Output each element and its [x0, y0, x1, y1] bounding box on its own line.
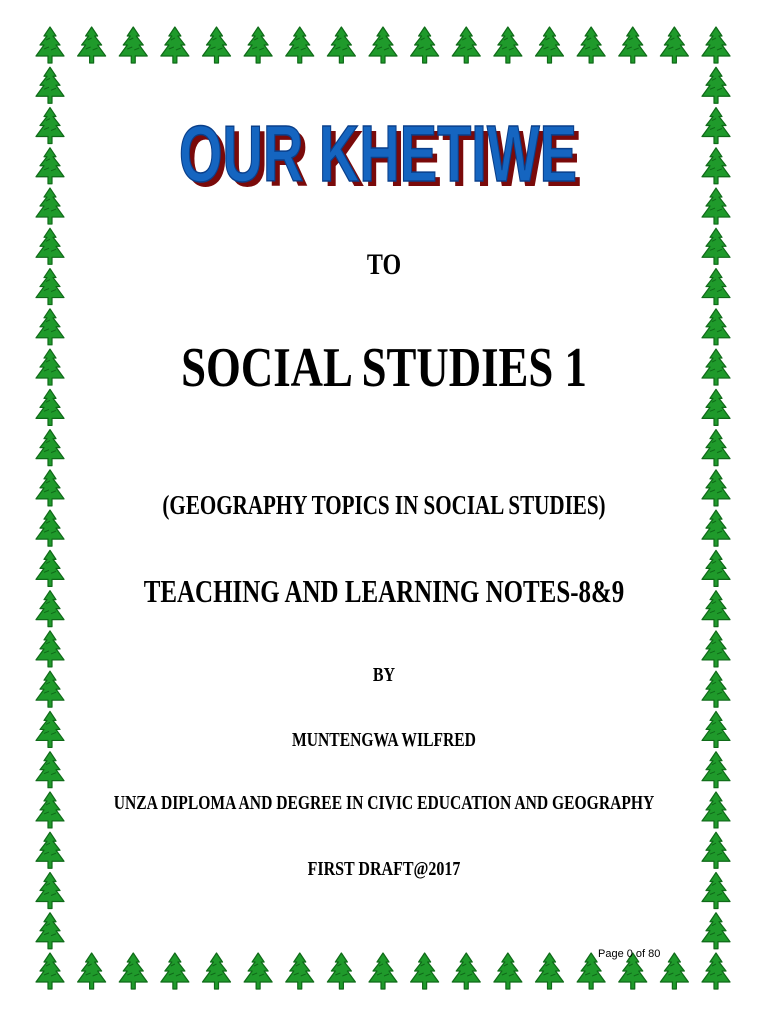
- pine-tree-icon: [36, 27, 64, 63]
- pine-tree-icon: [327, 953, 355, 989]
- pine-tree-icon: [244, 953, 272, 989]
- pine-tree-icon: [411, 953, 439, 989]
- draft-label: FIRST DRAFT@2017: [307, 858, 461, 880]
- pine-tree-icon: [36, 792, 64, 828]
- pine-tree-icon: [244, 27, 272, 63]
- pine-tree-icon: [327, 27, 355, 63]
- pine-tree-icon: [36, 67, 64, 103]
- pine-tree-icon: [702, 27, 730, 63]
- pine-tree-icon: [36, 269, 64, 305]
- pine-tree-icon: [36, 470, 64, 506]
- notes-heading: TEACHING AND LEARNING NOTES-8&9: [143, 573, 625, 609]
- pine-tree-icon: [702, 269, 730, 305]
- pine-tree-icon: [119, 953, 147, 989]
- pine-tree-icon: [702, 389, 730, 425]
- pine-tree-icon: [702, 67, 730, 103]
- subject-heading: SOCIAL STUDIES 1: [181, 337, 587, 399]
- pine-tree-icon: [494, 953, 522, 989]
- pine-tree-icon: [36, 550, 64, 586]
- pine-tree-icon: [161, 27, 189, 63]
- pine-tree-icon: [702, 591, 730, 627]
- pine-tree-icon: [702, 148, 730, 184]
- pine-tree-icon: [702, 228, 730, 264]
- pine-tree-icon: [702, 470, 730, 506]
- pine-tree-icon: [702, 792, 730, 828]
- pine-tree-icon: [78, 953, 106, 989]
- pine-tree-icon: [161, 953, 189, 989]
- page-number: Page 0 of 80: [598, 948, 661, 960]
- wordart-shadow: OUR KHETIWE: [184, 114, 582, 203]
- pine-tree-icon: [702, 953, 730, 989]
- pine-tree-icon: [660, 27, 688, 63]
- pine-tree-icon: [702, 752, 730, 788]
- pine-tree-icon: [452, 27, 480, 63]
- pine-tree-icon: [702, 510, 730, 546]
- pine-tree-icon: [36, 832, 64, 868]
- pine-tree-icon: [702, 832, 730, 868]
- pine-tree-icon: [702, 872, 730, 908]
- pine-tree-icon: [78, 27, 106, 63]
- pine-tree-icon: [36, 510, 64, 546]
- pine-tree-icon: [286, 27, 314, 63]
- pine-tree-icon: [702, 309, 730, 345]
- pine-tree-icon: [369, 27, 397, 63]
- pine-tree-icon: [411, 27, 439, 63]
- pine-tree-icon: [536, 27, 564, 63]
- pine-tree-icon: [36, 108, 64, 144]
- pine-tree-icon: [702, 430, 730, 466]
- pine-tree-icon: [36, 591, 64, 627]
- pine-tree-icon: [203, 953, 231, 989]
- to-text: TO: [366, 248, 402, 281]
- pine-tree-icon: [702, 550, 730, 586]
- pine-tree-icon: [36, 389, 64, 425]
- pine-tree-icon: [286, 953, 314, 989]
- pine-tree-icon: [577, 27, 605, 63]
- pine-tree-icon: [36, 430, 64, 466]
- pine-tree-icon: [369, 953, 397, 989]
- pine-tree-icon: [702, 671, 730, 707]
- pine-tree-icon: [36, 872, 64, 908]
- pine-tree-icon: [36, 752, 64, 788]
- pine-tree-icon: [36, 913, 64, 949]
- pine-tree-icon: [36, 349, 64, 385]
- pine-tree-icon: [203, 27, 231, 63]
- pine-tree-icon: [36, 711, 64, 747]
- pine-tree-icon: [36, 228, 64, 264]
- pine-tree-icon: [702, 188, 730, 224]
- pine-tree-icon: [36, 953, 64, 989]
- pine-tree-icon: [702, 711, 730, 747]
- wordart-main-text: OUR KHETIWE: [179, 109, 577, 198]
- pine-tree-icon: [619, 27, 647, 63]
- pine-tree-icon: [702, 913, 730, 949]
- pine-tree-icon: [119, 27, 147, 63]
- pine-tree-icon: [36, 309, 64, 345]
- pine-tree-icon: [36, 631, 64, 667]
- pine-tree-icon: [702, 108, 730, 144]
- pine-tree-icon: [36, 671, 64, 707]
- pine-tree-icon: [36, 148, 64, 184]
- author-name: MUNTENGWA WILFRED: [292, 729, 476, 751]
- subtitle: (GEOGRAPHY TOPICS IN SOCIAL STUDIES): [162, 490, 606, 520]
- pine-tree-icon: [536, 953, 564, 989]
- pine-tree-icon: [702, 631, 730, 667]
- pine-tree-icon: [452, 953, 480, 989]
- wordart-title: [166, 100, 592, 210]
- pine-tree-icon: [702, 349, 730, 385]
- qualification: UNZA DIPLOMA AND DEGREE IN CIVIC EDUCATION AND GEOGRAPHY: [113, 792, 655, 814]
- pine-tree-icon: [494, 27, 522, 63]
- by-text: BY: [372, 664, 396, 686]
- pine-tree-icon: [36, 188, 64, 224]
